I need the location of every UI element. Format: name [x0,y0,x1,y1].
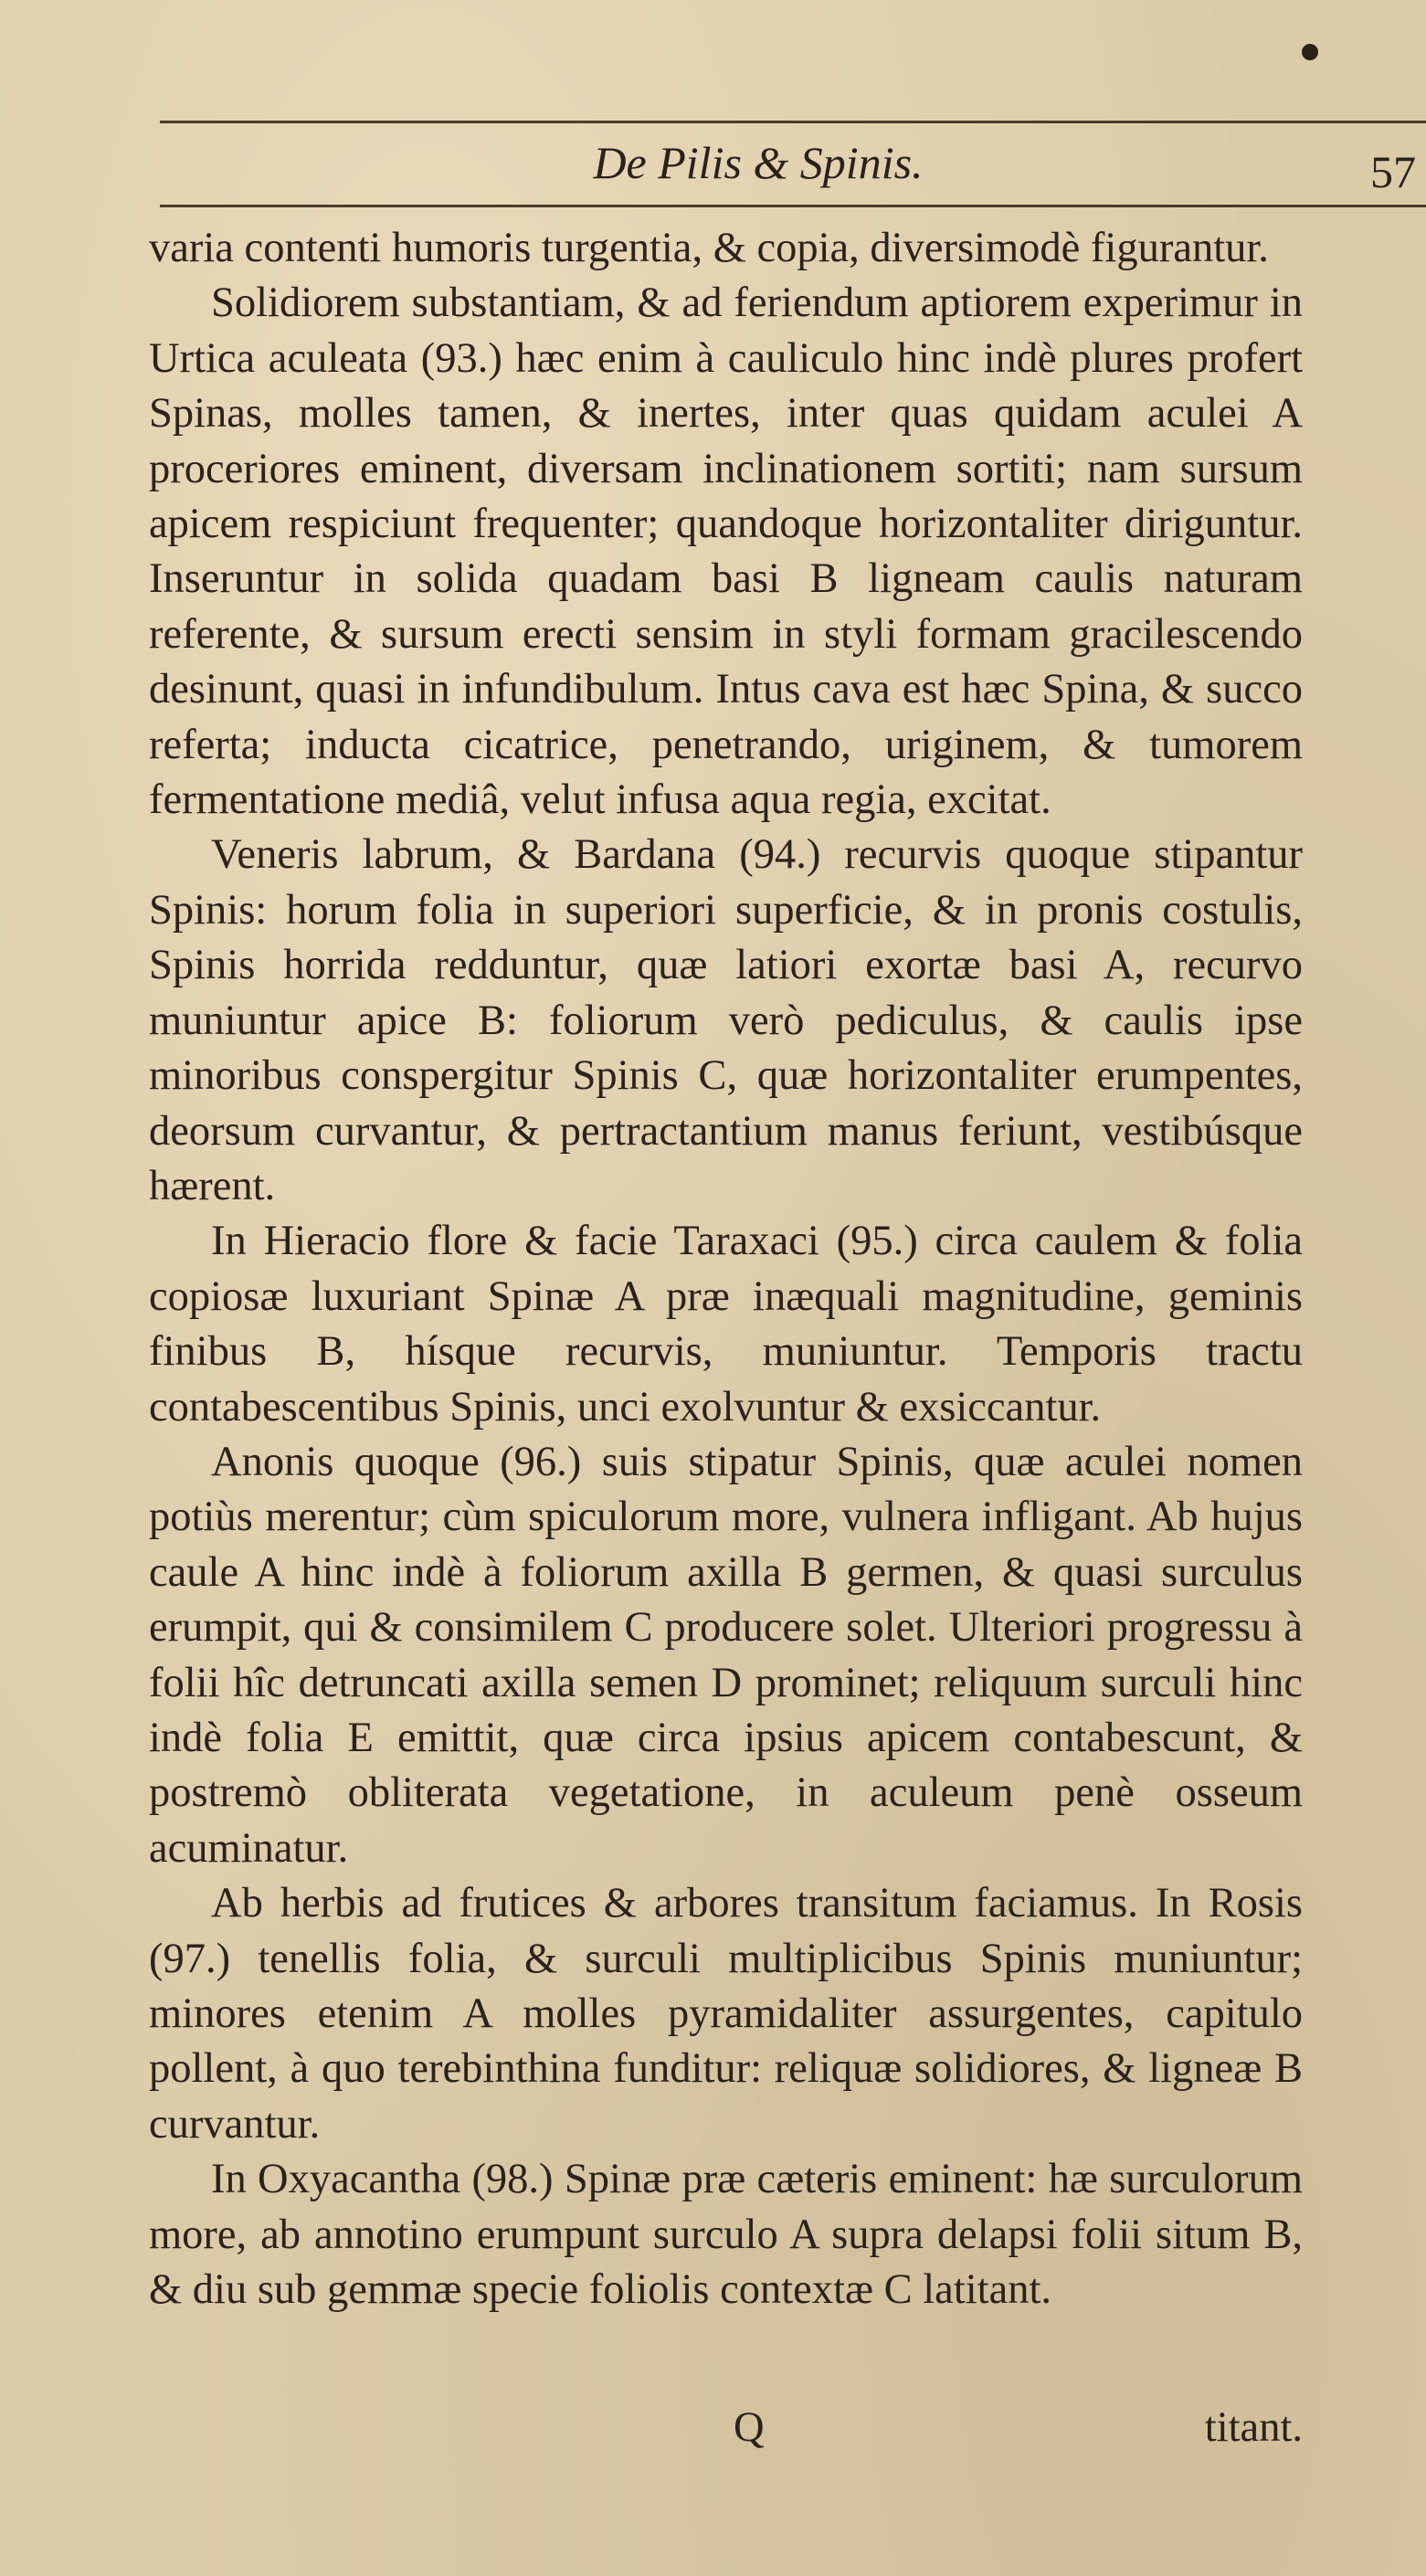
body-text [149,221,1303,2317]
ink-speck [1302,44,1318,60]
running-head: De Pilis & Spinis. [593,137,924,188]
paragraph-5: Anonis quoque (96.) suis stipatur Spinis, quæ aculei nomen potiùs merentur; cùm spiculorum more, vulnera infligant. Ab hujus caule A hinc indè à foliorum axilla B germen, & quasi surculus erumpit, qui & consimilem C producere solet. Ulteriori progressu à folii hîc detruncati axilla semen D prominet; reliquum surculi hinc indè folia E emittit, quæ circa ipsius apicem contabescunt, & postremò obliterata vegetatione, in aculeum penè osseum acuminatur. [149,1438,1303,1872]
paragraph-3: Veneris labrum, & Bardana (94.) recurvis quoque stipantur Spinis: horum folia in superiori superficie, & in pronis costulis, Spinis horrida redduntur, quæ latiori exortæ basi A, recurvo muniuntur apice B: foliorum verò pediculus, & caulis ipse minoribus conspergitur Spinis C, quæ horizontaliter erumpentes, deorsum curvantur, & pertractantium manus feriunt, vestibúsque hærent. [149,831,1303,1209]
paragraph-7: In Oxyacantha (98.) Spinæ præ cæteris eminent: hæ surculorum more, ab annotino erumpunt surculo A supra delapsi folii situm B, & diu sub gemmæ specie foliolis contextæ C latitant. [149,2156,1303,2314]
paragraph-2: Solidiorem substantiam, & ad feriendum aptiorem experimur in Urtica aculeata (93.) hæc enim à cauliculo hinc indè plures profert Spinas, molles tamen, & inertes, inter quas quidam aculei A proceriores eminent, diversam inclinationem sortiti; nam sursum apicem respiciunt frequenter; quandoque horizontaliter diriguntur. Inseruntur in solida quadam basi B ligneam caulis naturam referente, & sursum erecti sensim in styli formam gracilescendo desinunt, quasi in infundibulum. Intus cava est hæc Spina, & succo referta; inducta cicatrice, penetrando, uriginem, & tumorem fermentatione mediâ, velut infusa aqua regia, excitat. [149,280,1303,824]
page-footer [149,2401,1303,2457]
signature-mark: Q [734,2404,765,2451]
page-number: 57 [1370,146,1416,197]
catchword: titant. [1204,2404,1303,2451]
paragraph-1: varia contenti humoris turgentia, & copia, diversimodè figurantur. [149,225,1269,271]
paragraph-4: In Hieracio flore & facie Taraxaci (95.) circa caulem & folia copiosæ luxuriant Spinæ A præ inæquali magnitudine, geminis finibus B, hísque recurvis, muniuntur. Temporis tractu contabescentibus Spinis, unci exolvuntur & exsiccantur. [149,1218,1303,1431]
header-rule-bottom [160,205,1426,207]
header-rule-top [160,121,1426,123]
paragraph-6: Ab herbis ad frutices & arbores transitum faciamus. In Rosis (97.) tenellis folia, & surculi multiplicibus Spinis muniuntur; minores etenim A molles pyramidaliter assurgentes, capitulo pollent, à quo terebinthina funditur: reliquæ solidiores, & ligneæ B curvantur. [149,1880,1303,2148]
